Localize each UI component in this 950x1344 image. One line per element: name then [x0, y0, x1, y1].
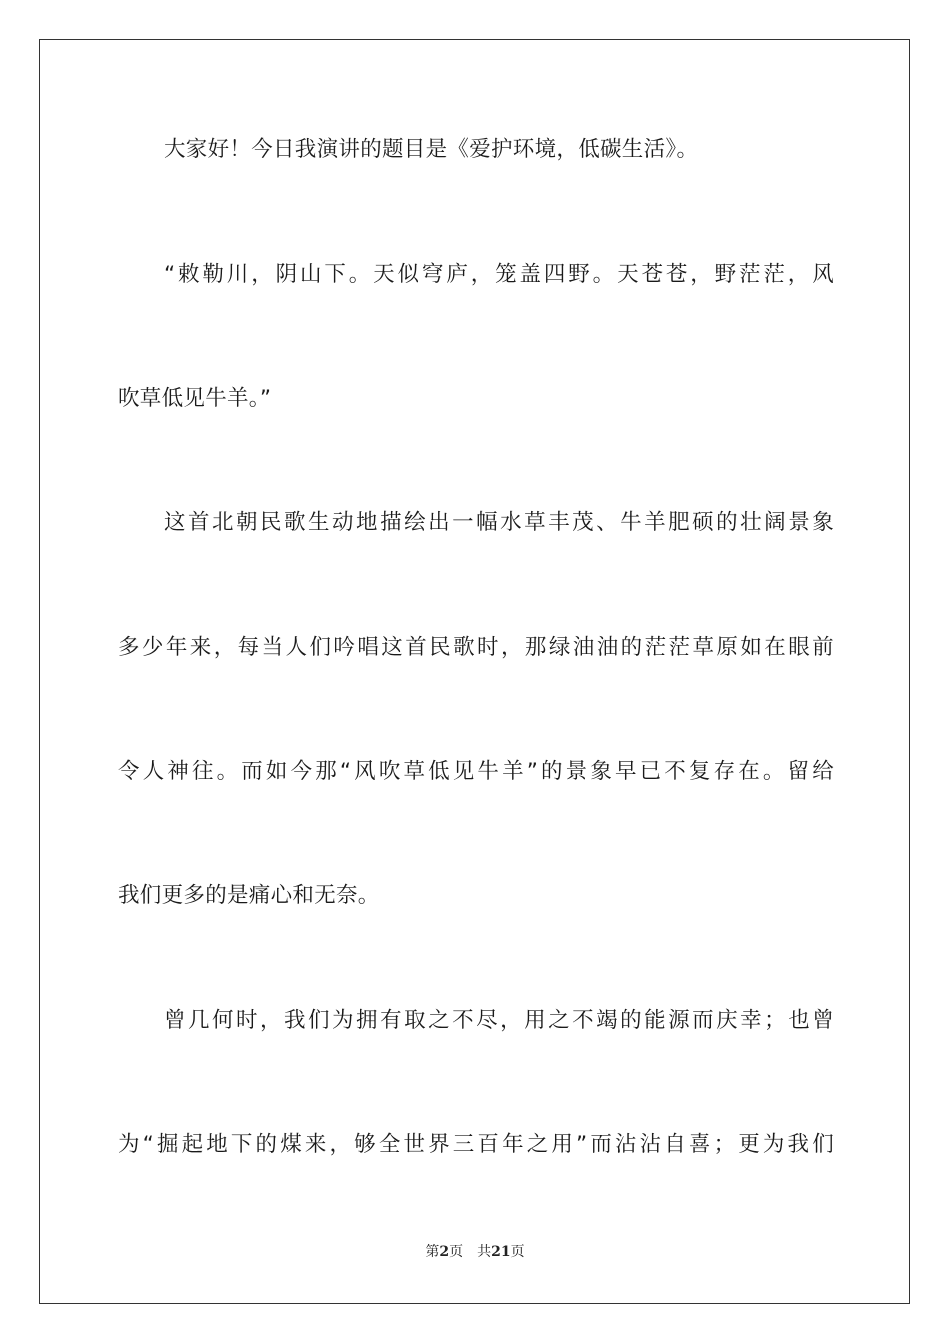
footer-page-prefix: 第 — [425, 1244, 440, 1260]
paragraph-line-6: 令人神往。而如今那“风吹草低见牛羊”的景象早已不复存在。留给 — [118, 759, 834, 784]
page-border — [39, 39, 910, 1304]
paragraph-line-7: 我们更多的是痛心和无奈。 — [118, 883, 380, 908]
footer-page-current: 2 — [439, 1244, 450, 1260]
paragraph-line-8: 曾几何时，我们为拥有取之不尽，用之不竭的能源而庆幸；也曾 — [164, 1008, 834, 1033]
footer-total-prefix: 共 — [477, 1244, 492, 1260]
page-footer — [0, 1242, 950, 1262]
paragraph-line-9: 为“掘起地下的煤来，够全世界三百年之用”而沾沾自喜；更为我们 — [118, 1132, 834, 1157]
paragraph-line-2: “敕勒川，阴山下。天似穹庐，笼盖四野。天苍苍，野茫茫，风 — [164, 262, 834, 287]
footer-total-suffix: 页 — [510, 1244, 525, 1260]
footer-page-total: 21 — [491, 1244, 511, 1260]
paragraph-line-3: 吹草低见牛羊。” — [118, 386, 272, 411]
paragraph-line-4: 这首北朝民歌生动地描绘出一幅水草丰茂、牛羊肥硕的壮阔景象 — [164, 510, 834, 535]
paragraph-line-1: 大家好！今日我演讲的题目是《爱护环境，低碳生活》。 — [164, 137, 699, 162]
footer-page-suffix: 页 — [449, 1244, 464, 1260]
paragraph-line-5: 多少年来，每当人们吟唱这首民歌时，那绿油油的茫茫草原如在眼前 — [118, 635, 834, 660]
